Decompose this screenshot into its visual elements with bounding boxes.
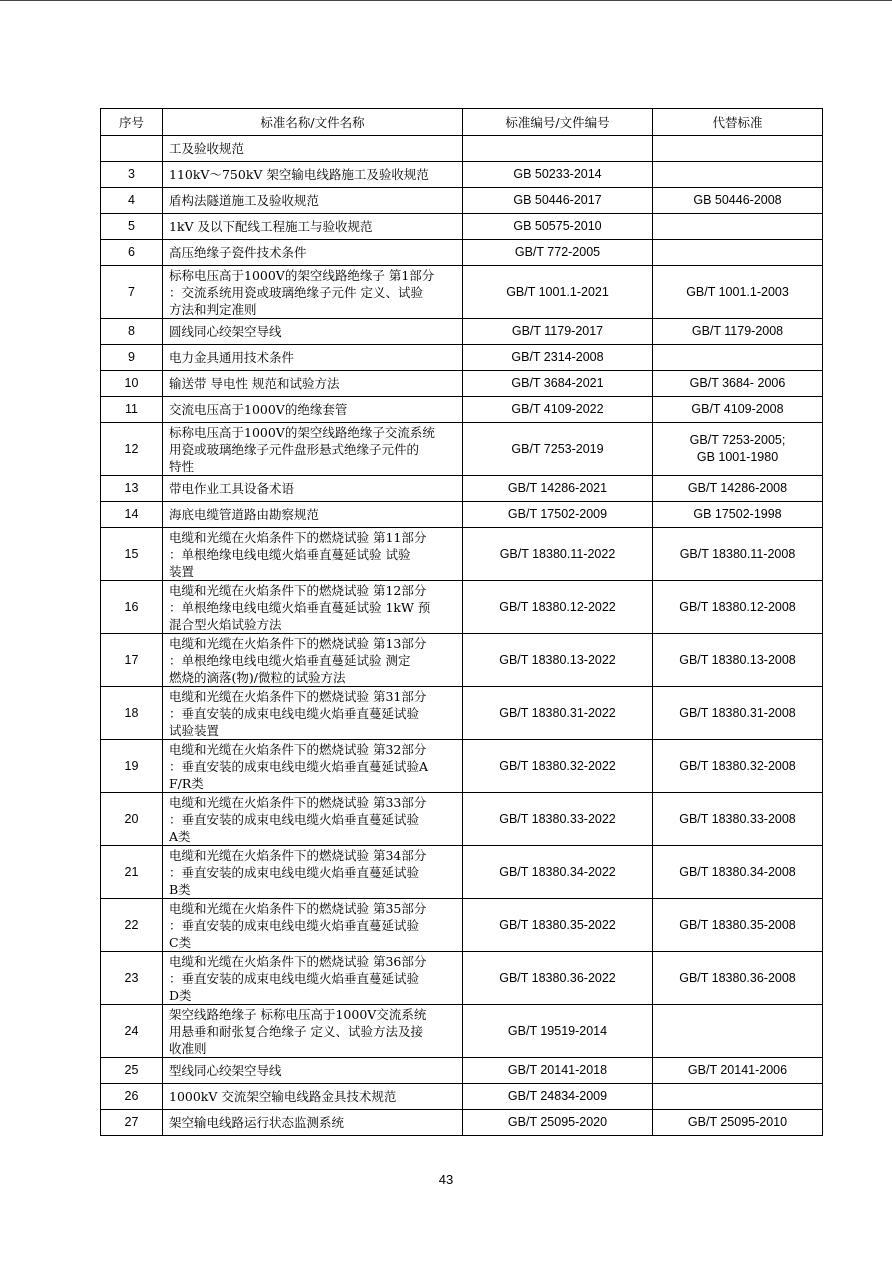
row-standard-code: GB/T 2314-2008 (463, 345, 653, 371)
row-serial-number: 17 (101, 634, 163, 687)
row-standard-code: GB/T 18380.31-2022 (463, 687, 653, 740)
row-standard-name: 电缆和光缆在火焰条件下的燃烧试验 第31部分 ：垂直安装的成束电线电缆火焰垂直蔓延试验 试验装置 (163, 687, 463, 740)
table-row (101, 1058, 823, 1084)
row-replaced-standard: GB/T 18380.32-2008 (653, 740, 823, 793)
row-standard-code: GB/T 18380.12-2022 (463, 581, 653, 634)
row-standard-code: GB/T 772-2005 (463, 240, 653, 266)
table-body (101, 136, 823, 1136)
row-replaced-standard: GB 50446-2008 (653, 188, 823, 214)
row-standard-name: 工及验收规范 (163, 136, 463, 162)
row-standard-code: GB/T 3684-2021 (463, 371, 653, 397)
row-replaced-standard (653, 162, 823, 188)
table-row (101, 846, 823, 899)
row-serial-number: 22 (101, 899, 163, 952)
row-standard-name: 带电作业工具设备术语 (163, 476, 463, 502)
table-row (101, 266, 823, 319)
row-standard-name: 电力金具通用技术条件 (163, 345, 463, 371)
header-standard-name: 标准名称/文件名称 (163, 109, 463, 136)
row-serial-number: 4 (101, 188, 163, 214)
row-standard-code (463, 136, 653, 162)
row-standard-name: 电缆和光缆在火焰条件下的燃烧试验 第13部分 ：单根绝缘电线电缆火焰垂直蔓延试验 测定 燃烧的滴落(物)/微粒的试验方法 (163, 634, 463, 687)
row-serial-number: 25 (101, 1058, 163, 1084)
row-standard-code: GB/T 14286-2021 (463, 476, 653, 502)
row-replaced-standard (653, 136, 823, 162)
row-standard-name: 110kV～750kV 架空输电线路施工及验收规范 (163, 162, 463, 188)
row-standard-code: GB/T 1001.1-2021 (463, 266, 653, 319)
row-replaced-standard: GB/T 1001.1-2003 (653, 266, 823, 319)
row-serial-number: 7 (101, 266, 163, 319)
row-standard-code: GB 50233-2014 (463, 162, 653, 188)
row-replaced-standard: GB/T 18380.13-2008 (653, 634, 823, 687)
row-standard-code: GB/T 1179-2017 (463, 319, 653, 345)
row-serial-number: 15 (101, 528, 163, 581)
row-standard-name: 电缆和光缆在火焰条件下的燃烧试验 第12部分 ：单根绝缘电线电缆火焰垂直蔓延试验 1kW 预 混合型火焰试验方法 (163, 581, 463, 634)
table-row (101, 136, 823, 162)
row-serial-number: 27 (101, 1110, 163, 1136)
row-serial-number: 6 (101, 240, 163, 266)
table-row (101, 162, 823, 188)
header-serial-number: 序号 (101, 109, 163, 136)
row-serial-number: 19 (101, 740, 163, 793)
row-standard-code: GB/T 20141-2018 (463, 1058, 653, 1084)
row-standard-name: 圆线同心绞架空导线 (163, 319, 463, 345)
row-serial-number: 24 (101, 1005, 163, 1058)
table-row (101, 1110, 823, 1136)
row-standard-name: 海底电缆管道路由勘察规范 (163, 502, 463, 528)
table-row (101, 899, 823, 952)
row-standard-name: 电缆和光缆在火焰条件下的燃烧试验 第35部分 ：垂直安装的成束电线电缆火焰垂直蔓延试验 C类 (163, 899, 463, 952)
row-standard-code: GB/T 18380.34-2022 (463, 846, 653, 899)
row-standard-name: 标称电压高于1000V的架空线路绝缘子 第1部分 ：交流系统用瓷或玻璃绝缘子元件 定义、试验 方法和判定准则 (163, 266, 463, 319)
row-standard-name: 电缆和光缆在火焰条件下的燃烧试验 第33部分 ：垂直安装的成束电线电缆火焰垂直蔓延试验 A类 (163, 793, 463, 846)
row-standard-code: GB/T 18380.32-2022 (463, 740, 653, 793)
row-standard-code: GB/T 4109-2022 (463, 397, 653, 423)
row-replaced-standard: GB/T 3684- 2006 (653, 371, 823, 397)
table-row (101, 345, 823, 371)
table-row (101, 371, 823, 397)
row-standard-name: 电缆和光缆在火焰条件下的燃烧试验 第32部分 ：垂直安装的成束电线电缆火焰垂直蔓延试验A F/R类 (163, 740, 463, 793)
row-standard-code: GB 50575-2010 (463, 214, 653, 240)
header-replaced-standard: 代替标准 (653, 109, 823, 136)
row-replaced-standard: GB 17502-1998 (653, 502, 823, 528)
row-standard-name: 盾构法隧道施工及验收规范 (163, 188, 463, 214)
row-standard-code: GB/T 18380.33-2022 (463, 793, 653, 846)
table-row (101, 687, 823, 740)
row-serial-number: 21 (101, 846, 163, 899)
row-standard-name: 输送带 导电性 规范和试验方法 (163, 371, 463, 397)
table-row (101, 240, 823, 266)
table-row (101, 581, 823, 634)
row-serial-number: 16 (101, 581, 163, 634)
table-row (101, 319, 823, 345)
row-serial-number: 10 (101, 371, 163, 397)
row-standard-code: GB 50446-2017 (463, 188, 653, 214)
row-standard-name: 电缆和光缆在火焰条件下的燃烧试验 第36部分 ：垂直安装的成束电线电缆火焰垂直蔓延试验 D类 (163, 952, 463, 1005)
row-serial-number: 20 (101, 793, 163, 846)
row-replaced-standard: GB/T 25095-2010 (653, 1110, 823, 1136)
row-replaced-standard: GB/T 18380.35-2008 (653, 899, 823, 952)
row-standard-name: 电缆和光缆在火焰条件下的燃烧试验 第11部分 ：单根绝缘电线电缆火焰垂直蔓延试验 试验 装置 (163, 528, 463, 581)
row-replaced-standard: GB/T 18380.34-2008 (653, 846, 823, 899)
row-serial-number (101, 136, 163, 162)
table-row (101, 397, 823, 423)
row-replaced-standard: GB/T 14286-2008 (653, 476, 823, 502)
table-header-row (101, 109, 823, 136)
table-row (101, 423, 823, 476)
table-row (101, 740, 823, 793)
table-row (101, 634, 823, 687)
page-top-border (0, 0, 892, 1)
row-replaced-standard: GB/T 18380.12-2008 (653, 581, 823, 634)
row-replaced-standard: GB/T 7253-2005; GB 1001-1980 (653, 423, 823, 476)
row-serial-number: 12 (101, 423, 163, 476)
row-standard-name: 高压绝缘子瓷件技术条件 (163, 240, 463, 266)
table-row (101, 1084, 823, 1110)
row-serial-number: 3 (101, 162, 163, 188)
row-standard-name: 标称电压高于1000V的架空线路绝缘子交流系统 用瓷或玻璃绝缘子元件盘形悬式绝缘子元件的 特性 (163, 423, 463, 476)
row-standard-code: GB/T 17502-2009 (463, 502, 653, 528)
row-serial-number: 26 (101, 1084, 163, 1110)
row-standard-name: 型线同心绞架空导线 (163, 1058, 463, 1084)
row-standard-name: 架空线路绝缘子 标称电压高于1000V交流系统 用悬垂和耐张复合绝缘子 定义、试验方法及接 收准则 (163, 1005, 463, 1058)
row-standard-code: GB/T 24834-2009 (463, 1084, 653, 1110)
table-row (101, 1005, 823, 1058)
row-replaced-standard: GB/T 4109-2008 (653, 397, 823, 423)
row-serial-number: 18 (101, 687, 163, 740)
table-row (101, 952, 823, 1005)
row-serial-number: 5 (101, 214, 163, 240)
row-replaced-standard (653, 1005, 823, 1058)
row-replaced-standard (653, 240, 823, 266)
table-row (101, 188, 823, 214)
page-number: 43 (438, 1172, 454, 1187)
row-replaced-standard (653, 214, 823, 240)
row-standard-code: GB/T 7253-2019 (463, 423, 653, 476)
row-standard-name: 1kV 及以下配线工程施工与验收规范 (163, 214, 463, 240)
row-standard-code: GB/T 18380.11-2022 (463, 528, 653, 581)
row-replaced-standard (653, 1084, 823, 1110)
row-standard-name: 1000kV 交流架空输电线路金具技术规范 (163, 1084, 463, 1110)
row-standard-code: GB/T 18380.36-2022 (463, 952, 653, 1005)
row-replaced-standard: GB/T 1179-2008 (653, 319, 823, 345)
row-replaced-standard: GB/T 18380.11-2008 (653, 528, 823, 581)
row-standard-name: 交流电压高于1000V的绝缘套管 (163, 397, 463, 423)
header-standard-code: 标准编号/文件编号 (463, 109, 653, 136)
table-row (101, 476, 823, 502)
row-standard-code: GB/T 25095-2020 (463, 1110, 653, 1136)
row-replaced-standard: GB/T 20141-2006 (653, 1058, 823, 1084)
row-serial-number: 9 (101, 345, 163, 371)
row-standard-name: 电缆和光缆在火焰条件下的燃烧试验 第34部分 ：垂直安装的成束电线电缆火焰垂直蔓延试验 B类 (163, 846, 463, 899)
row-standard-code: GB/T 18380.13-2022 (463, 634, 653, 687)
row-replaced-standard: GB/T 18380.36-2008 (653, 952, 823, 1005)
row-standard-name: 架空输电线路运行状态监测系统 (163, 1110, 463, 1136)
row-serial-number: 11 (101, 397, 163, 423)
table-row (101, 214, 823, 240)
row-standard-code: GB/T 18380.35-2022 (463, 899, 653, 952)
table-row (101, 793, 823, 846)
row-serial-number: 23 (101, 952, 163, 1005)
row-replaced-standard (653, 345, 823, 371)
row-serial-number: 13 (101, 476, 163, 502)
table-row (101, 528, 823, 581)
table-row (101, 502, 823, 528)
standards-table (100, 108, 823, 1136)
row-serial-number: 8 (101, 319, 163, 345)
row-replaced-standard: GB/T 18380.31-2008 (653, 687, 823, 740)
row-serial-number: 14 (101, 502, 163, 528)
row-standard-code: GB/T 19519-2014 (463, 1005, 653, 1058)
row-replaced-standard: GB/T 18380.33-2008 (653, 793, 823, 846)
